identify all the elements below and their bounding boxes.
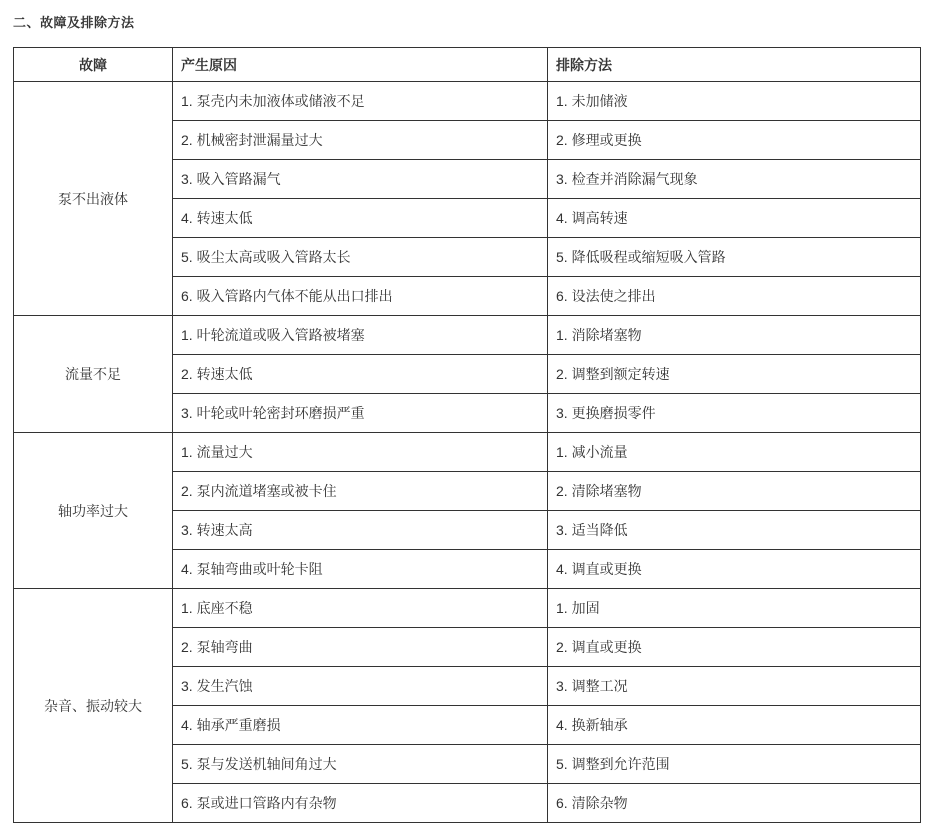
table-row bbox=[14, 433, 921, 472]
header-cell-solution: 排除方法 bbox=[548, 48, 921, 82]
cause-cell: 5. 吸尘太高或吸入管路太长 bbox=[173, 238, 548, 277]
solution-cell: 2. 调整到额定转速 bbox=[548, 355, 921, 394]
header-cell-fault: 故障 bbox=[14, 48, 173, 82]
header-cell-cause: 产生原因 bbox=[173, 48, 548, 82]
cause-cell: 4. 轴承严重磨损 bbox=[173, 706, 548, 745]
fault-cell: 杂音、振动较大 bbox=[14, 589, 173, 823]
solution-cell: 2. 调直或更换 bbox=[548, 628, 921, 667]
cause-cell: 4. 转速太低 bbox=[173, 199, 548, 238]
solution-cell: 4. 调高转速 bbox=[548, 199, 921, 238]
solution-cell: 1. 减小流量 bbox=[548, 433, 921, 472]
cause-cell: 5. 泵与发送机轴间角过大 bbox=[173, 745, 548, 784]
solution-cell: 4. 调直或更换 bbox=[548, 550, 921, 589]
cause-cell: 3. 发生汽蚀 bbox=[173, 667, 548, 706]
solution-cell: 6. 清除杂物 bbox=[548, 784, 921, 823]
solution-cell: 2. 修理或更换 bbox=[548, 121, 921, 160]
solution-cell: 4. 换新轴承 bbox=[548, 706, 921, 745]
solution-cell: 3. 适当降低 bbox=[548, 511, 921, 550]
cause-cell: 2. 转速太低 bbox=[173, 355, 548, 394]
page-title: 二、故障及排除方法 bbox=[13, 15, 135, 30]
cause-cell: 1. 叶轮流道或吸入管路被堵塞 bbox=[173, 316, 548, 355]
table-row bbox=[14, 316, 921, 355]
table-header-row bbox=[14, 48, 921, 82]
solution-cell: 1. 加固 bbox=[548, 589, 921, 628]
cause-cell: 6. 泵或进口管路内有杂物 bbox=[173, 784, 548, 823]
solution-cell: 1. 未加储液 bbox=[548, 82, 921, 121]
cause-cell: 4. 泵轴弯曲或叶轮卡阻 bbox=[173, 550, 548, 589]
solution-cell: 3. 更换磨损零件 bbox=[548, 394, 921, 433]
solution-cell: 3. 调整工况 bbox=[548, 667, 921, 706]
solution-cell: 6. 设法使之排出 bbox=[548, 277, 921, 316]
table-row bbox=[14, 82, 921, 121]
cause-cell: 2. 泵内流道堵塞或被卡住 bbox=[173, 472, 548, 511]
cause-cell: 3. 叶轮或叶轮密封环磨损严重 bbox=[173, 394, 548, 433]
solution-cell: 2. 清除堵塞物 bbox=[548, 472, 921, 511]
table-row bbox=[14, 589, 921, 628]
cause-cell: 1. 流量过大 bbox=[173, 433, 548, 472]
solution-cell: 1. 消除堵塞物 bbox=[548, 316, 921, 355]
cause-cell: 2. 泵轴弯曲 bbox=[173, 628, 548, 667]
cause-cell: 3. 转速太高 bbox=[173, 511, 548, 550]
solution-cell: 5. 降低吸程或缩短吸入管路 bbox=[548, 238, 921, 277]
fault-cell: 泵不出液体 bbox=[14, 82, 173, 316]
solution-cell: 5. 调整到允许范围 bbox=[548, 745, 921, 784]
fault-troubleshooting-table bbox=[13, 47, 921, 823]
fault-cell: 轴功率过大 bbox=[14, 433, 173, 589]
cause-cell: 3. 吸入管路漏气 bbox=[173, 160, 548, 199]
cause-cell: 1. 泵壳内未加液体或储液不足 bbox=[173, 82, 548, 121]
solution-cell: 3. 检查并消除漏气现象 bbox=[548, 160, 921, 199]
cause-cell: 1. 底座不稳 bbox=[173, 589, 548, 628]
cause-cell: 6. 吸入管路内气体不能从出口排出 bbox=[173, 277, 548, 316]
cause-cell: 2. 机械密封泄漏量过大 bbox=[173, 121, 548, 160]
fault-cell: 流量不足 bbox=[14, 316, 173, 433]
